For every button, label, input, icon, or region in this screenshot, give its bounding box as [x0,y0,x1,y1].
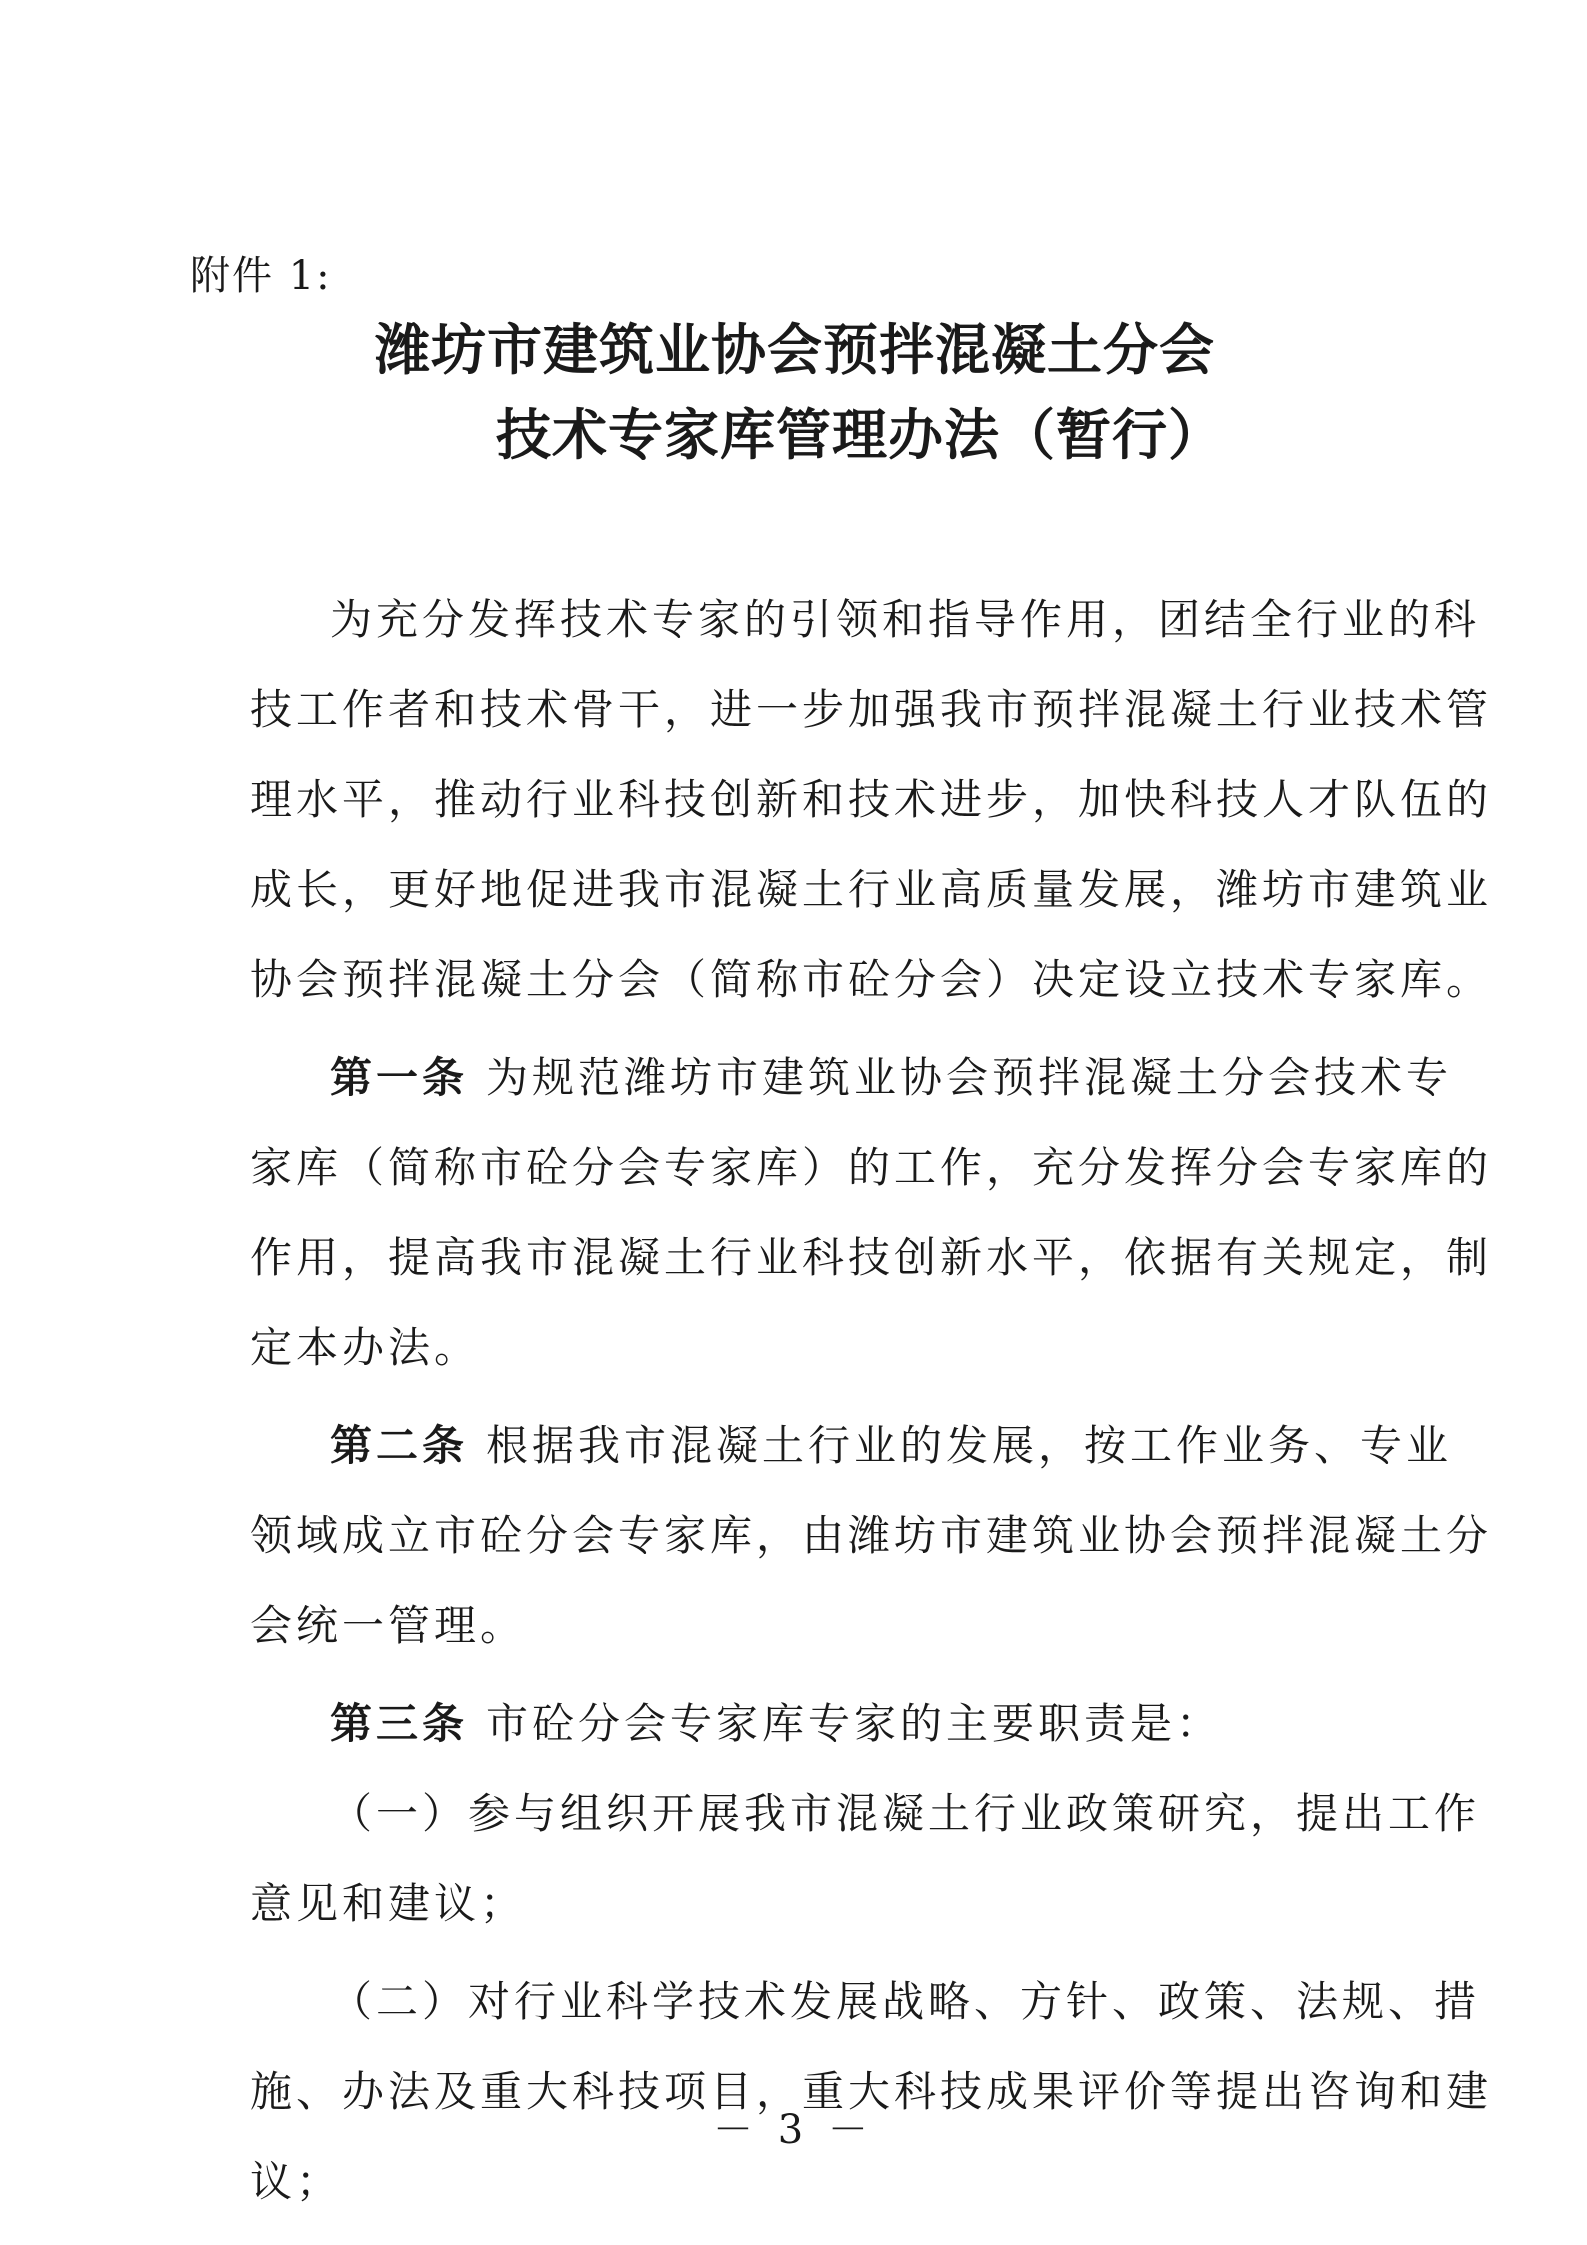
title-line-2: 技术专家库管理办法（暂行） [495,403,1224,467]
article-3-first-line [250,1679,1370,1769]
article-2-text: 根据我市混凝土行业的发展，按工作业务、专业 [486,1421,1453,1470]
article-1-text: 为规范潍坊市建筑业协会预拌混凝土分会技术专 [486,1053,1453,1102]
item-1-line: （一）参与组织开展我市混凝土行业政策研究，提出工作 [330,1789,1481,1838]
item-2-line: 施、办法及重大科技项目，重大科技成果评价等提出咨询和建 [250,2067,1493,2116]
attachment-label: 附件 1: [190,253,332,299]
article-2-first-line [250,1401,1453,1491]
document-body [250,575,1493,2227]
article-1-line: 作用，提高我市混凝土行业科技创新水平，依据有关规定，制 [250,1233,1493,1282]
article-3-heading: 第三条 [330,1699,469,1748]
item-2-line: （二）对行业科学技术发展战略、方针、政策、法规、措 [330,1977,1481,2026]
article-3-text: 市砼分会专家库专家的主要职责是： [486,1699,1223,1748]
article-1-line: 家库（简称市砼分会专家库）的工作，充分发挥分会专家库的 [250,1143,1493,1192]
article-2-heading: 第二条 [330,1421,469,1470]
article-1-line: 定本办法。 [250,1323,481,1372]
intro-line: 协会预拌混凝土分会（简称市砼分会）决定设立技术专家库。 [250,955,1493,1004]
article-2-line: 领域成立市砼分会专家库，由潍坊市建筑业协会预拌混凝土分 [250,1511,1493,1560]
article-1-first-line [250,1033,1453,1123]
item-2-line: 议； [250,2157,343,2206]
intro-line: 理水平，推动行业科技创新和技术进步，加快科技人才队伍的 [250,775,1493,824]
intro-line: 成长，更好地促进我市混凝土行业高质量发展，潍坊市建筑业 [250,865,1493,914]
intro-line: 技工作者和技术骨干，进一步加强我市预拌混凝土行业技术管 [250,685,1493,734]
page-number: － 3 － [713,2107,874,2153]
article-2-line: 会统一管理。 [250,1601,527,1650]
intro-line: 为充分发挥技术专家的引领和指导作用，团结全行业的科 [330,595,1481,644]
item-1-line: 意见和建议； [250,1879,527,1928]
title-line-1: 潍坊市建筑业协会预拌混凝土分会 [374,318,1215,382]
article-1-heading: 第一条 [330,1053,469,1102]
